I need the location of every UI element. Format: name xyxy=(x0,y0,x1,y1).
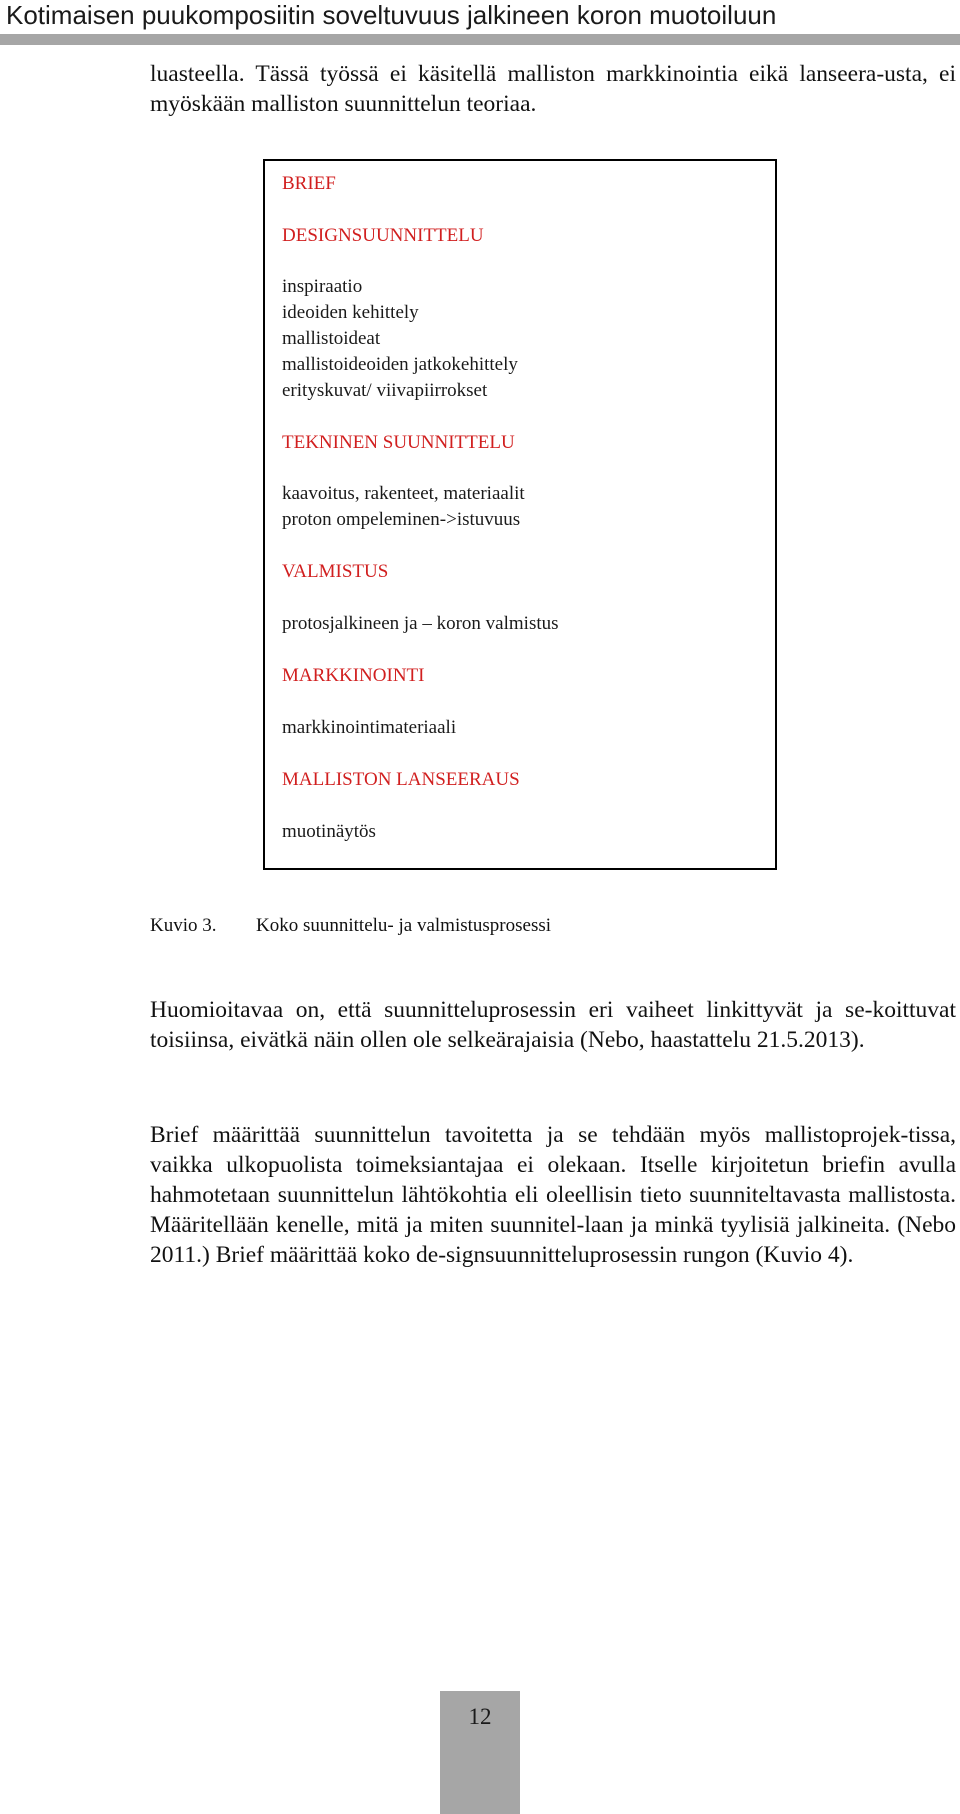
figure-item: mallistoideoiden jatkokehittely xyxy=(282,354,518,375)
page-number-box xyxy=(440,1691,520,1814)
figure-heading-tekninen-suunnittelu: TEKNINEN SUUNNITTELU xyxy=(282,432,515,453)
figure-heading-valmistus: VALMISTUS xyxy=(282,561,389,582)
figure-item: protosjalkineen ja – koron valmistus xyxy=(282,613,559,634)
figure-caption-text: Koko suunnittelu- ja valmistusprosessi xyxy=(256,915,552,936)
body-paragraph: Brief määrittää suunnittelun tavoitetta ja se tehdään myös mallistoprojek-tissa, vaikka ulkopuolista toimeksiantajaa ei olekaan. Itselle kirjoitetun briefin avulla hahmotetaan suunnittelun lähtökohtia eli oleellisin tieto suunniteltavasta mallistosta. Määritellään kenelle, mitä ja miten suunnitel-laan ja minkä tyylisiä jalkineita. (Nebo 2011.) Brief määrittää koko de-signsuunnitteluprosessin rungon (Kuvio 4). xyxy=(150,1122,956,1268)
figure-item: muotinäytös xyxy=(282,821,376,842)
figure-item: erityskuvat/ viivapiirrokset xyxy=(282,380,488,401)
figure-heading-malliston-lanseeraus: MALLISTON LANSEERAUS xyxy=(282,769,520,790)
figure-caption-label: Kuvio 3. xyxy=(150,915,217,936)
process-figure-box xyxy=(263,159,777,870)
figure-item: markkinointimateriaali xyxy=(282,717,457,738)
figure-heading-markkinointi: MARKKINOINTI xyxy=(282,665,425,686)
figure-item: mallistoideat xyxy=(282,328,381,349)
page-number: 12 xyxy=(468,1704,492,1729)
figure-item: ideoiden kehittely xyxy=(282,302,419,323)
body-paragraph: Huomioitavaa on, että suunnitteluprosessin eri vaiheet linkittyvät ja se-koittuvat toisiinsa, eivätkä näin ollen ole selkeärajaisia (Nebo, haastattelu 21.5.2013). xyxy=(150,997,956,1053)
figure-item: kaavoitus, rakenteet, materiaalit xyxy=(282,483,525,504)
running-header-title: Kotimaisen puukomposiitin soveltuvuus jalkineen koron muotoiluun xyxy=(6,0,777,30)
intro-paragraph: luasteella. Tässä työssä ei käsitellä malliston markkinointia eikä lanseera-usta, ei myöskään malliston suunnittelun teoriaa. xyxy=(150,61,956,117)
header-rule xyxy=(0,34,960,45)
figure-heading-designsuunnittelu: DESIGNSUUNNITTELU xyxy=(282,225,484,246)
figure-heading-brief: BRIEF xyxy=(282,173,336,194)
figure-item: inspiraatio xyxy=(282,276,363,297)
figure-caption xyxy=(150,913,551,939)
figure-item: proton ompeleminen->istuvuus xyxy=(282,509,521,530)
